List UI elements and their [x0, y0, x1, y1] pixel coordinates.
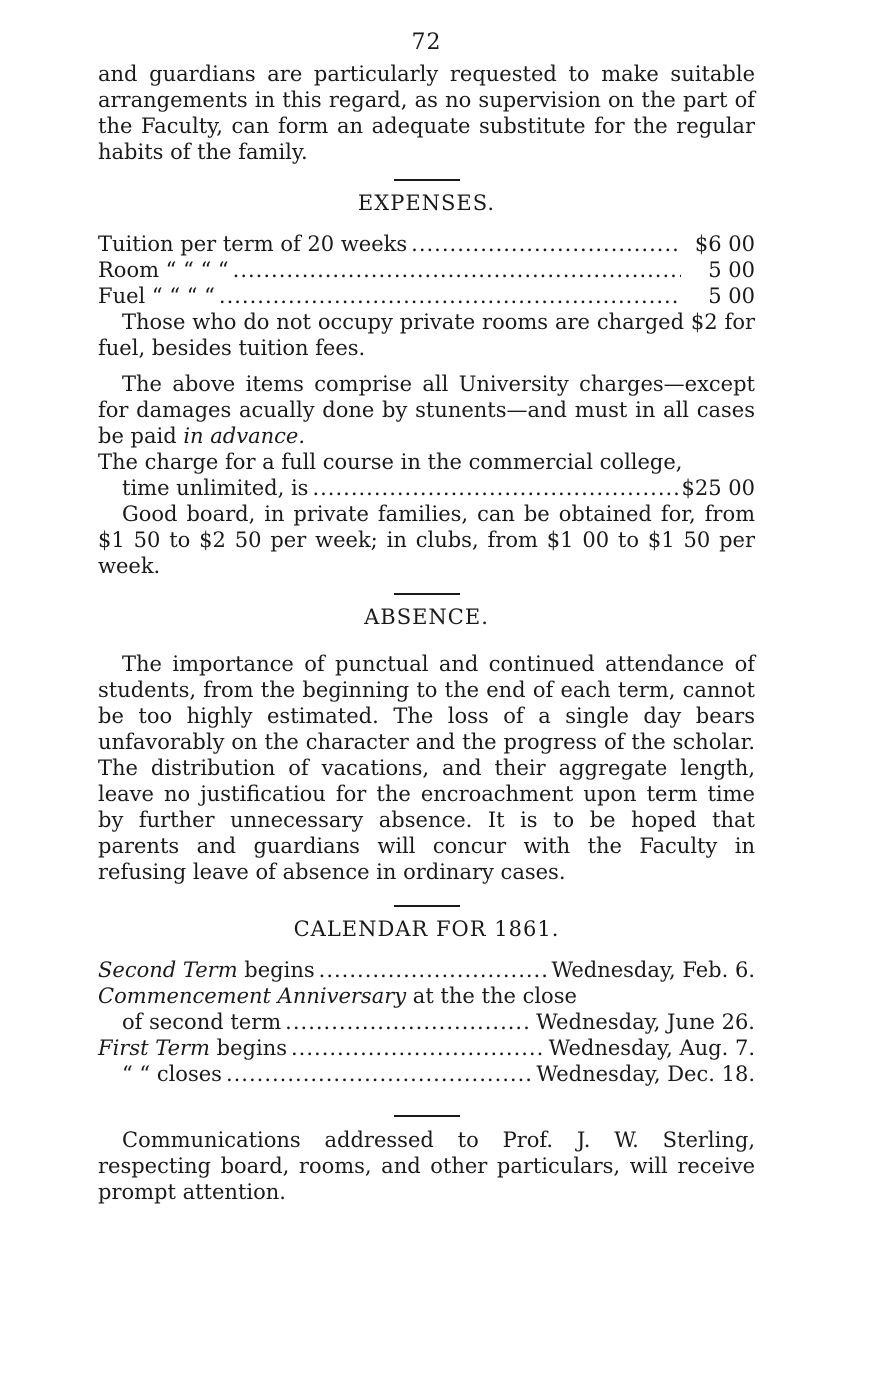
commercial-intro	[98, 449, 755, 475]
expense-label: Fuel “ “ “ “	[98, 284, 215, 308]
calendar-list	[98, 957, 755, 1087]
calendar-term-name: Commencement Anniversary	[98, 984, 407, 1008]
closing-paragraph: Communications addressed to Prof. J. W. Sterling, respecting board, rooms, and other particulars, will receive prompt attention.	[98, 1128, 755, 1204]
absence-heading: ABSENCE.	[364, 605, 489, 629]
expense-row-room	[98, 257, 755, 283]
calendar-date: Wednesday, Aug. 7.	[548, 1036, 755, 1060]
absence-paragraph: The importance of punctual and continued attendance of students, from the beginning to the end of each term, cannot be too highly estimated. The loss of a single day bears unfavorably on the character and the progress of the scholar. The distribution of vacations, and their aggregate length, leave no justificatiou for the encroachment upon term time by further unnecessary absence. It is to be hoped that parents and guardians will concur with the Faculty in refusing leave of absence in ordinary cases.	[98, 652, 755, 884]
board-note: Good board, in private families, can be obtained for, from $1 50 to $2 50 per week; in clubs, from $1 00 to $1 50 per week.	[98, 502, 755, 578]
dot-leader	[411, 231, 681, 257]
calendar-term-event: begins	[209, 1036, 287, 1060]
intro-paragraph: and guardians are particularly requested to make suitable arrangements in this regard, as no supervision on the part of the Faculty, can form an adequate substitute for the regular habits of the family.	[98, 62, 755, 164]
dot-leader	[226, 1061, 532, 1087]
commercial-label: time unlimited, is	[122, 476, 309, 500]
calendar-date: Wednesday, Dec. 18.	[536, 1062, 755, 1086]
commercial-amount: $25 00	[681, 476, 755, 500]
calendar-row-second-term-close	[98, 1009, 755, 1035]
calendar-term-name: First Term	[98, 1036, 210, 1060]
calendar-date: Wednesday, Feb. 6.	[551, 958, 755, 982]
dot-leader	[291, 1035, 545, 1061]
calendar-label: “ “ closes	[122, 1062, 222, 1086]
calendar-label	[98, 1035, 287, 1061]
dot-leader	[219, 283, 681, 309]
expense-amount: 5 00	[708, 258, 755, 282]
dot-leader	[319, 957, 548, 983]
calendar-row-first-term	[98, 1035, 755, 1061]
calendar-term-event: begins	[237, 958, 315, 982]
expense-row-fuel	[98, 283, 755, 309]
calendar-term-event: at the the close	[406, 984, 577, 1008]
expense-row-tuition	[98, 231, 755, 257]
page-number: 72	[411, 30, 442, 55]
dot-leader	[312, 475, 677, 501]
calendar-row-commencement	[98, 983, 755, 1009]
fuel-note: Those who do not occupy private rooms are charged $2 for fuel, besides tuition fees.	[98, 310, 755, 360]
expenses-heading: EXPENSES.	[357, 191, 496, 215]
calendar-label	[98, 957, 315, 983]
expense-amount: 5 00	[708, 284, 755, 308]
calendar-date: Wednesday, June 26.	[536, 1010, 755, 1034]
calendar-term-name: Second Term	[98, 958, 238, 982]
expenses-list	[98, 231, 755, 309]
section-divider	[394, 905, 460, 907]
expense-label: Room “ “ “ “	[98, 258, 229, 282]
calendar-label	[98, 983, 577, 1009]
dot-leader	[233, 257, 681, 283]
calendar-row-first-term-close	[98, 1061, 755, 1087]
charges-note-emphasis: in advance.	[183, 424, 305, 448]
expense-amount: $6 00	[694, 232, 755, 256]
section-divider	[394, 593, 460, 595]
dot-leader	[285, 1009, 532, 1035]
charges-note-text: The above items comprise all University charges—except for damages acually done by stunents—and must in all cases be paid	[98, 372, 755, 448]
commercial-line: The charge for a full course in the commercial college,	[98, 450, 683, 474]
expense-label: Tuition per term of 20 weeks	[98, 232, 408, 256]
section-divider	[394, 179, 460, 181]
calendar-row-second-term	[98, 957, 755, 983]
calendar-label: of second term	[122, 1010, 282, 1034]
section-divider	[394, 1115, 460, 1117]
charges-note	[98, 371, 755, 449]
calendar-heading: CALENDAR FOR 1861.	[293, 917, 560, 941]
commercial-row	[98, 475, 755, 501]
